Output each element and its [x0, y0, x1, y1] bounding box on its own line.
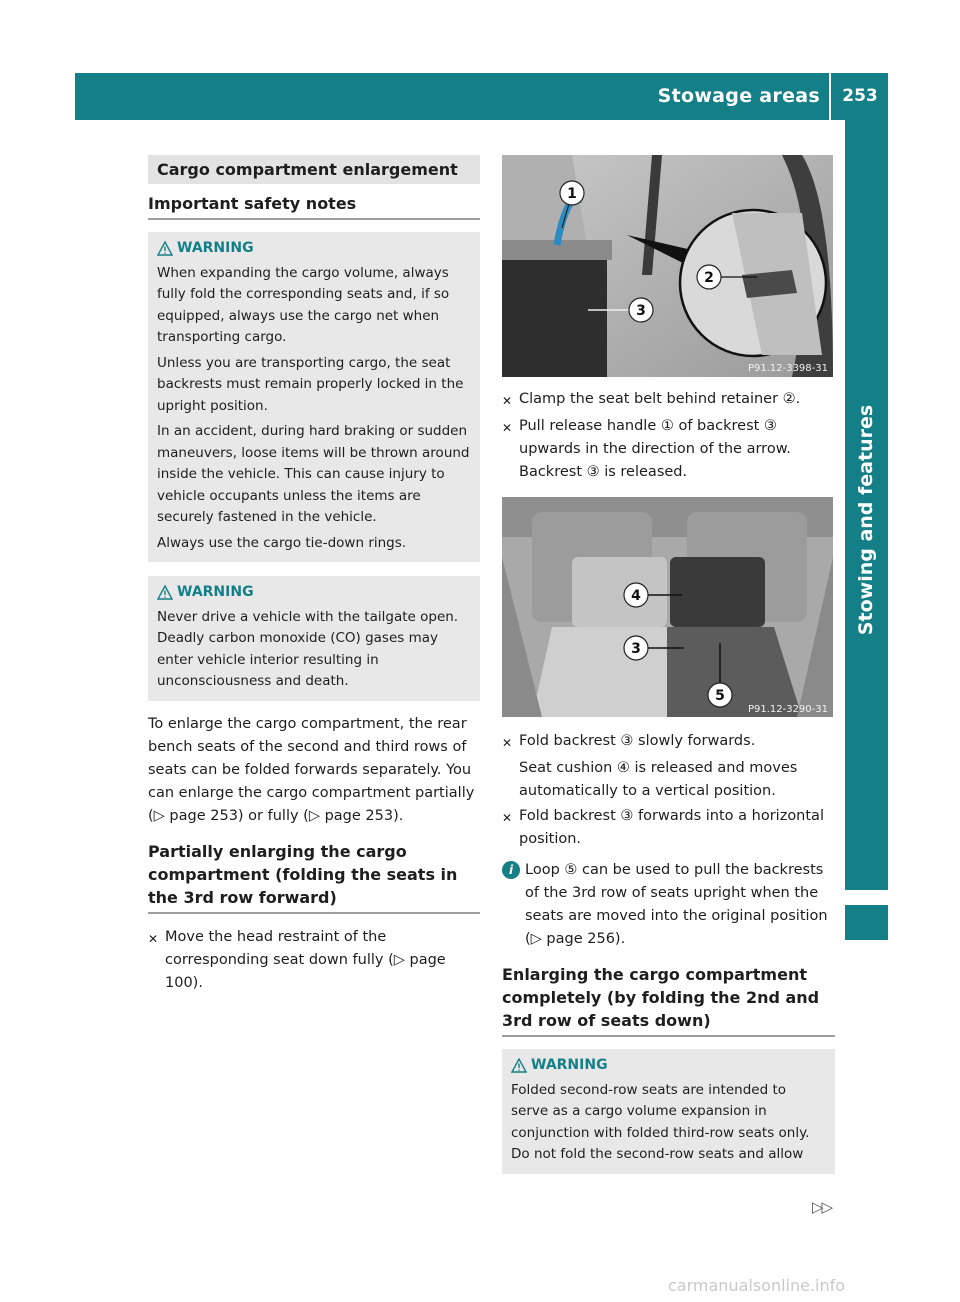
warning-triangle-icon — [157, 585, 173, 600]
warning-title: WARNING — [157, 582, 472, 604]
left-column — [148, 155, 480, 997]
warning-title: WARNING — [511, 1055, 827, 1077]
step-marker-icon: ✕ — [502, 394, 513, 408]
image-reference: P91.12-3290-31 — [747, 704, 828, 715]
callout-5: 5 — [715, 688, 725, 704]
warning-box — [148, 232, 480, 562]
intro-paragraph: To enlarge the cargo compartment, the rear bench seats of the second and third rows of seats can be folded forwards separately. You can enlarge the cargo compartment partially (▷ page 253) or fully (▷ page 253). — [148, 715, 475, 824]
image-reference: P91.12-3398-31 — [747, 363, 828, 374]
warning-text: Never drive a vehicle with the tailgate open. Deadly carbon monoxide (CO) gases may enter vehicle interior resulting in unconsciousness and death. — [157, 608, 459, 689]
warning-title: WARNING — [157, 238, 472, 260]
page-header — [75, 73, 888, 120]
step-marker-icon: ✕ — [502, 736, 513, 750]
step-marker-icon: ✕ — [502, 811, 513, 825]
warning-text: In an accident, during hard braking or sudden maneuvers, loose items will be thrown around inside the vehicle. This can cause injury to vehicle occupants unless the items are securely fastened in the vehicle. — [157, 423, 470, 525]
safety-heading: Important safety notes — [148, 192, 480, 220]
warning-text: When expanding the cargo volume, always fully fold the corresponding seats and, if so equipped, always use the cargo net when transporting cargo. — [157, 264, 450, 345]
callout-2: 2 — [704, 270, 714, 286]
chapter-marker — [845, 905, 888, 940]
callout-3: 3 — [631, 641, 641, 657]
callout-4: 4 — [631, 588, 641, 604]
partial-heading: Partially enlarging the cargo compartment (folding the seats in the 3rd row forward) — [148, 840, 480, 914]
instruction-step: ✕ Fold backrest ③ forwards into a horizontal position. — [502, 805, 835, 851]
info-note: i Loop ⑤ can be used to pull the backrests of the 3rd row of seats upright when the seats are moved into the original position (▷ page 256). — [502, 859, 835, 951]
info-icon: i — [502, 861, 520, 879]
warning-box — [148, 576, 480, 701]
step-marker-icon: ✕ — [502, 421, 513, 435]
seat-release-photo — [502, 155, 833, 377]
right-column-top — [502, 388, 833, 486]
complete-heading: Enlarging the cargo compartment completely (by folding the 2nd and 3rd row of seats down) — [502, 963, 835, 1037]
watermark: carmanualsonline.info — [668, 1276, 846, 1295]
warning-box — [502, 1049, 835, 1174]
warning-text: Always use the cargo tie-down rings. — [157, 534, 407, 551]
section-title: Stowage areas — [657, 85, 820, 107]
instruction-step: ✕ Pull release handle ① of backrest ③ upwards in the direction of the arrow. Backrest ③ is released. — [502, 415, 833, 484]
instruction-step: ✕ Clamp the seat belt behind retainer ②. — [502, 388, 833, 413]
section-heading: Cargo compartment enlargement — [148, 155, 480, 184]
cargo-seats-photo — [502, 497, 833, 717]
warning-text: Unless you are transporting cargo, the seat backrests must remain properly locked in the upright position. — [157, 354, 464, 414]
header-divider — [829, 73, 831, 120]
warning-text: Folded second-row seats are intended to serve as a cargo volume expansion in conjunction with folded third-row seats only. Do not fold the second-row seats and allow — [511, 1081, 810, 1162]
instruction-step: ✕ Fold backrest ③ slowly forwards. — [502, 730, 835, 755]
step-result: Seat cushion ④ is released and moves automatically to a vertical position. — [519, 760, 798, 799]
instruction-step: ✕ Move the head restraint of the corresponding seat down fully (▷ page 100). — [148, 926, 480, 995]
right-column-bottom — [502, 730, 835, 1174]
step-marker-icon: ✕ — [148, 931, 159, 946]
warning-triangle-icon — [511, 1058, 527, 1073]
callout-3: 3 — [636, 303, 646, 319]
page-number: 253 — [842, 86, 878, 106]
callout-1: 1 — [567, 186, 577, 202]
continue-arrows-icon: ▷▷ — [812, 1198, 832, 1216]
warning-triangle-icon — [157, 241, 173, 256]
chapter-title: Stowing and features — [855, 404, 877, 636]
